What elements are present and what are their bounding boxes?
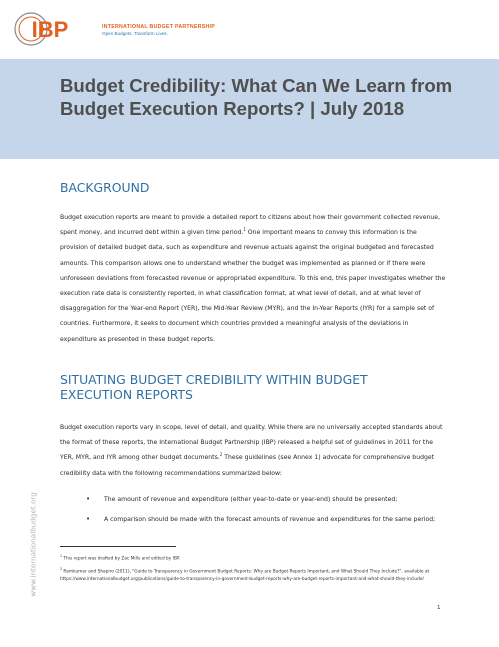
footnote-ref-2[interactable]: 2 [219, 452, 223, 458]
footnote-1-number: 1 [60, 554, 63, 558]
footnote-divider [60, 546, 176, 547]
side-url-watermark: www.internationalbudget.org [28, 492, 38, 597]
bullet-text: The amount of revenue and expenditure (either year-to-date or year-end) should be presented; [104, 496, 398, 503]
title-line-1: Budget Credibility: What Can We Learn from [60, 75, 453, 96]
list-item [86, 492, 448, 507]
recommendation-list [86, 492, 448, 532]
document-title [60, 74, 490, 120]
footnote-2-text[interactable]: Ramkumar and Shapiro (2011), "Guide to Transparency in Government Budget Reports: Why are Budget Reports Important, and What Should They Include?", available at https://www.internationalbudget.org/publications/guide-to-transparency-in-government-budget-reports-why-are-budget-reports-important-and-what-should-they-include/ [60, 569, 430, 582]
situating-text-part1: Budget execution reports vary in scope, level of detail, and quality. While there are no universally accepted standards about the format of these reports, the International Budget Partnership (IBP) released a helpful set of guidelines in 2011 for the YER, MYR, and IYR among other budget documents. [60, 424, 443, 462]
title-line-2: Budget Execution Reports? | July 2018 [60, 98, 405, 119]
footnote-1 [60, 553, 460, 563]
bullet-text: A comparison should be made with the forecast amounts of revenue and expenditures for the same period; [104, 516, 436, 524]
footnote-2-number: 2 [60, 566, 63, 571]
bullet-icon: • [86, 495, 91, 503]
situating-paragraph [60, 420, 446, 481]
background-text-part1: Budget execution reports are meant to provide a detailed report to citizens about how their government collected revenue, spent money, and incurred debt within a given time period. [60, 214, 441, 237]
section-heading-background: BACKGROUND [60, 180, 150, 195]
situating-text-part2: These guidelines (see Annex 1) advocate for comprehensive budget credibility data with the following recommendations summarized below: [60, 454, 435, 477]
list-item [86, 512, 448, 527]
section-heading-situating [60, 372, 368, 402]
ibp-logo-mark-icon [14, 12, 96, 46]
page-number: 1 [437, 605, 441, 611]
situating-heading-line-2: EXECUTION REPORTS [60, 387, 193, 402]
footnote-1-text: This report was drafted by Zac Mills and edited by IBP. [62, 556, 181, 562]
title-banner [0, 59, 499, 159]
bullet-icon: • [86, 515, 91, 524]
ibp-logo [14, 12, 214, 46]
logo-org-name: INTERNATIONAL BUDGET PARTNERSHIP [102, 24, 216, 30]
footnote-2 [60, 566, 460, 583]
situating-heading-line-1: SITUATING BUDGET CREDIBILITY WITHIN BUDGET [60, 372, 368, 387]
logo-mark-text: IBP [31, 17, 69, 42]
background-paragraph [60, 210, 446, 347]
footnote-ref-1[interactable]: 1 [243, 227, 246, 233]
footnotes [60, 553, 460, 586]
logo-tagline: Open Budgets. Transform Lives. [102, 31, 168, 36]
background-text-part2: One important means to convey this information is the provision of detailed budget data, such as expenditure and revenue actuals against the original budgeted and forecasted amounts. This comparison allows one to understand whether the budget was implemented as planned or if there were unforeseen deviations from forecasted revenue or appropriated expenditure. To this end, this paper investigates whether the execution rate data is consistently reported, in what classification format, at what level of detail, and at what level of disaggregation for the Year-end Report (YER), the Mid-Year Review (MYR), and the In-Year Reports (IYR) for a sample set of countries. Furthermore, it seeks to document which countries provided a meaningful analysis of the deviations in expenditure as presented in these budget reports. [60, 229, 446, 343]
